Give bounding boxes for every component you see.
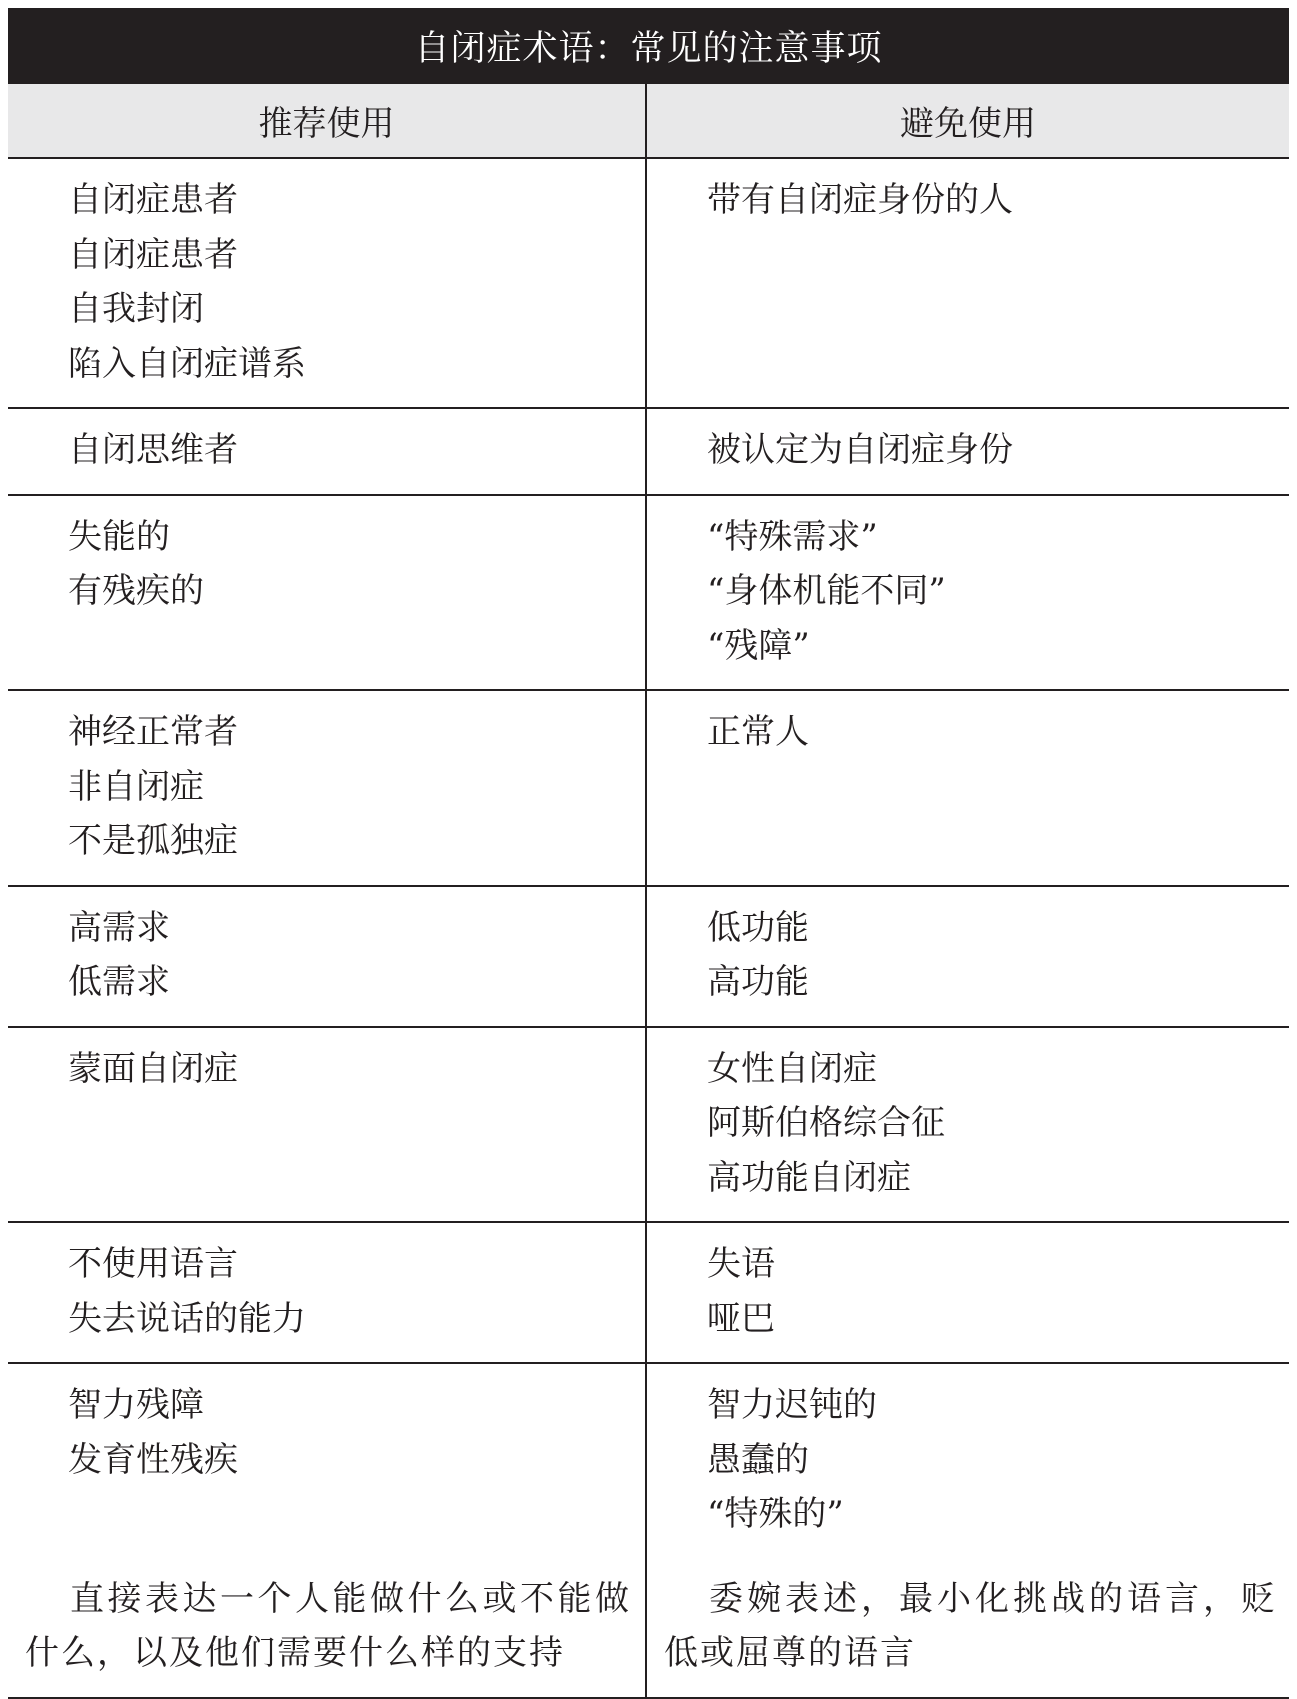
table-row [8,1364,1289,1558]
avoid-term: “特殊的” [707,1494,844,1534]
cell-avoid [645,496,1289,690]
table-header-row [8,84,1289,159]
avoid-term: 低功能 [707,907,809,948]
table-row [8,1223,1289,1364]
table-row [8,691,1289,887]
avoid-term: “特殊需求” [707,516,878,557]
cell-avoid [645,691,1289,885]
cell-avoid [645,1223,1289,1362]
cell-recommended [8,691,645,885]
table-title: 自闭症术语：常见的注意事项 [8,8,1289,84]
cell-recommended [8,1364,645,1558]
header-avoid: 避免使用 [645,84,1289,157]
avoid-term: 被认定为自闭症身份 [707,430,1013,470]
recommended-term: 高需求 [68,907,170,948]
avoid-term: 愚蠢的 [707,1439,809,1480]
recommended-term: 失能的 [68,516,170,557]
avoid-paragraph: 委婉表述，最小化挑战的语言，贬低或屈尊的语言 [664,1578,1277,1673]
table-row [8,496,1289,692]
recommended-term: 不是孤独症 [68,821,238,861]
recommended-term: 低需求 [68,962,170,1002]
recommended-term: 自闭症患者 [68,180,238,220]
avoid-term: “身体机能不同” [707,571,946,611]
recommended-term: 蒙面自闭症 [68,1048,238,1089]
cell-recommended [8,1558,645,1697]
cell-recommended [8,1028,645,1222]
recommended-term: 自闭症患者 [68,234,238,275]
cell-recommended [8,496,645,690]
cell-avoid [645,887,1289,1026]
avoid-term: 智力迟钝的 [707,1385,877,1425]
table-row-final [8,1558,1289,1697]
header-recommended: 推荐使用 [258,104,395,144]
terminology-table [8,8,1289,1699]
table-row [8,887,1289,1028]
recommended-term: 自闭思维者 [68,430,238,470]
avoid-term: 带有自闭症身份的人 [707,180,1013,220]
recommended-paragraph: 直接表达一个人能做什么或不能做什么，以及他们需要什么样的支持 [25,1578,631,1673]
cell-recommended [8,159,645,407]
recommended-term: 智力残障 [68,1385,204,1425]
avoid-term: 高功能 [707,962,809,1002]
avoid-term: 正常人 [707,712,809,752]
avoid-term: 高功能自闭症 [707,1157,911,1198]
cell-recommended [8,887,645,1026]
avoid-term: 哑巴 [707,1298,775,1339]
avoid-term: 阿斯伯格综合征 [707,1103,945,1143]
table-row [8,1028,1289,1224]
table-body [8,159,1289,1558]
table-row [8,159,1289,409]
recommended-term: 神经正常者 [68,712,238,752]
recommended-term: 发育性残疾 [68,1439,238,1480]
recommended-term: 自我封闭 [68,289,204,329]
cell-avoid [645,159,1289,407]
recommended-term: 非自闭症 [68,766,204,807]
cell-avoid [645,1028,1289,1222]
cell-avoid [645,409,1289,494]
cell-avoid [645,1364,1289,1558]
avoid-term: “残障” [707,625,810,666]
recommended-term: 失去说话的能力 [68,1298,306,1339]
recommended-term: 不使用语言 [68,1244,238,1284]
avoid-term: 失语 [707,1244,775,1284]
table-row [8,409,1289,496]
recommended-term: 有残疾的 [68,571,204,611]
cell-recommended [8,409,645,494]
cell-recommended [8,1223,645,1362]
avoid-term: 女性自闭症 [707,1048,877,1089]
recommended-term: 陷入自闭症谱系 [68,343,306,384]
cell-avoid [645,1558,1289,1697]
